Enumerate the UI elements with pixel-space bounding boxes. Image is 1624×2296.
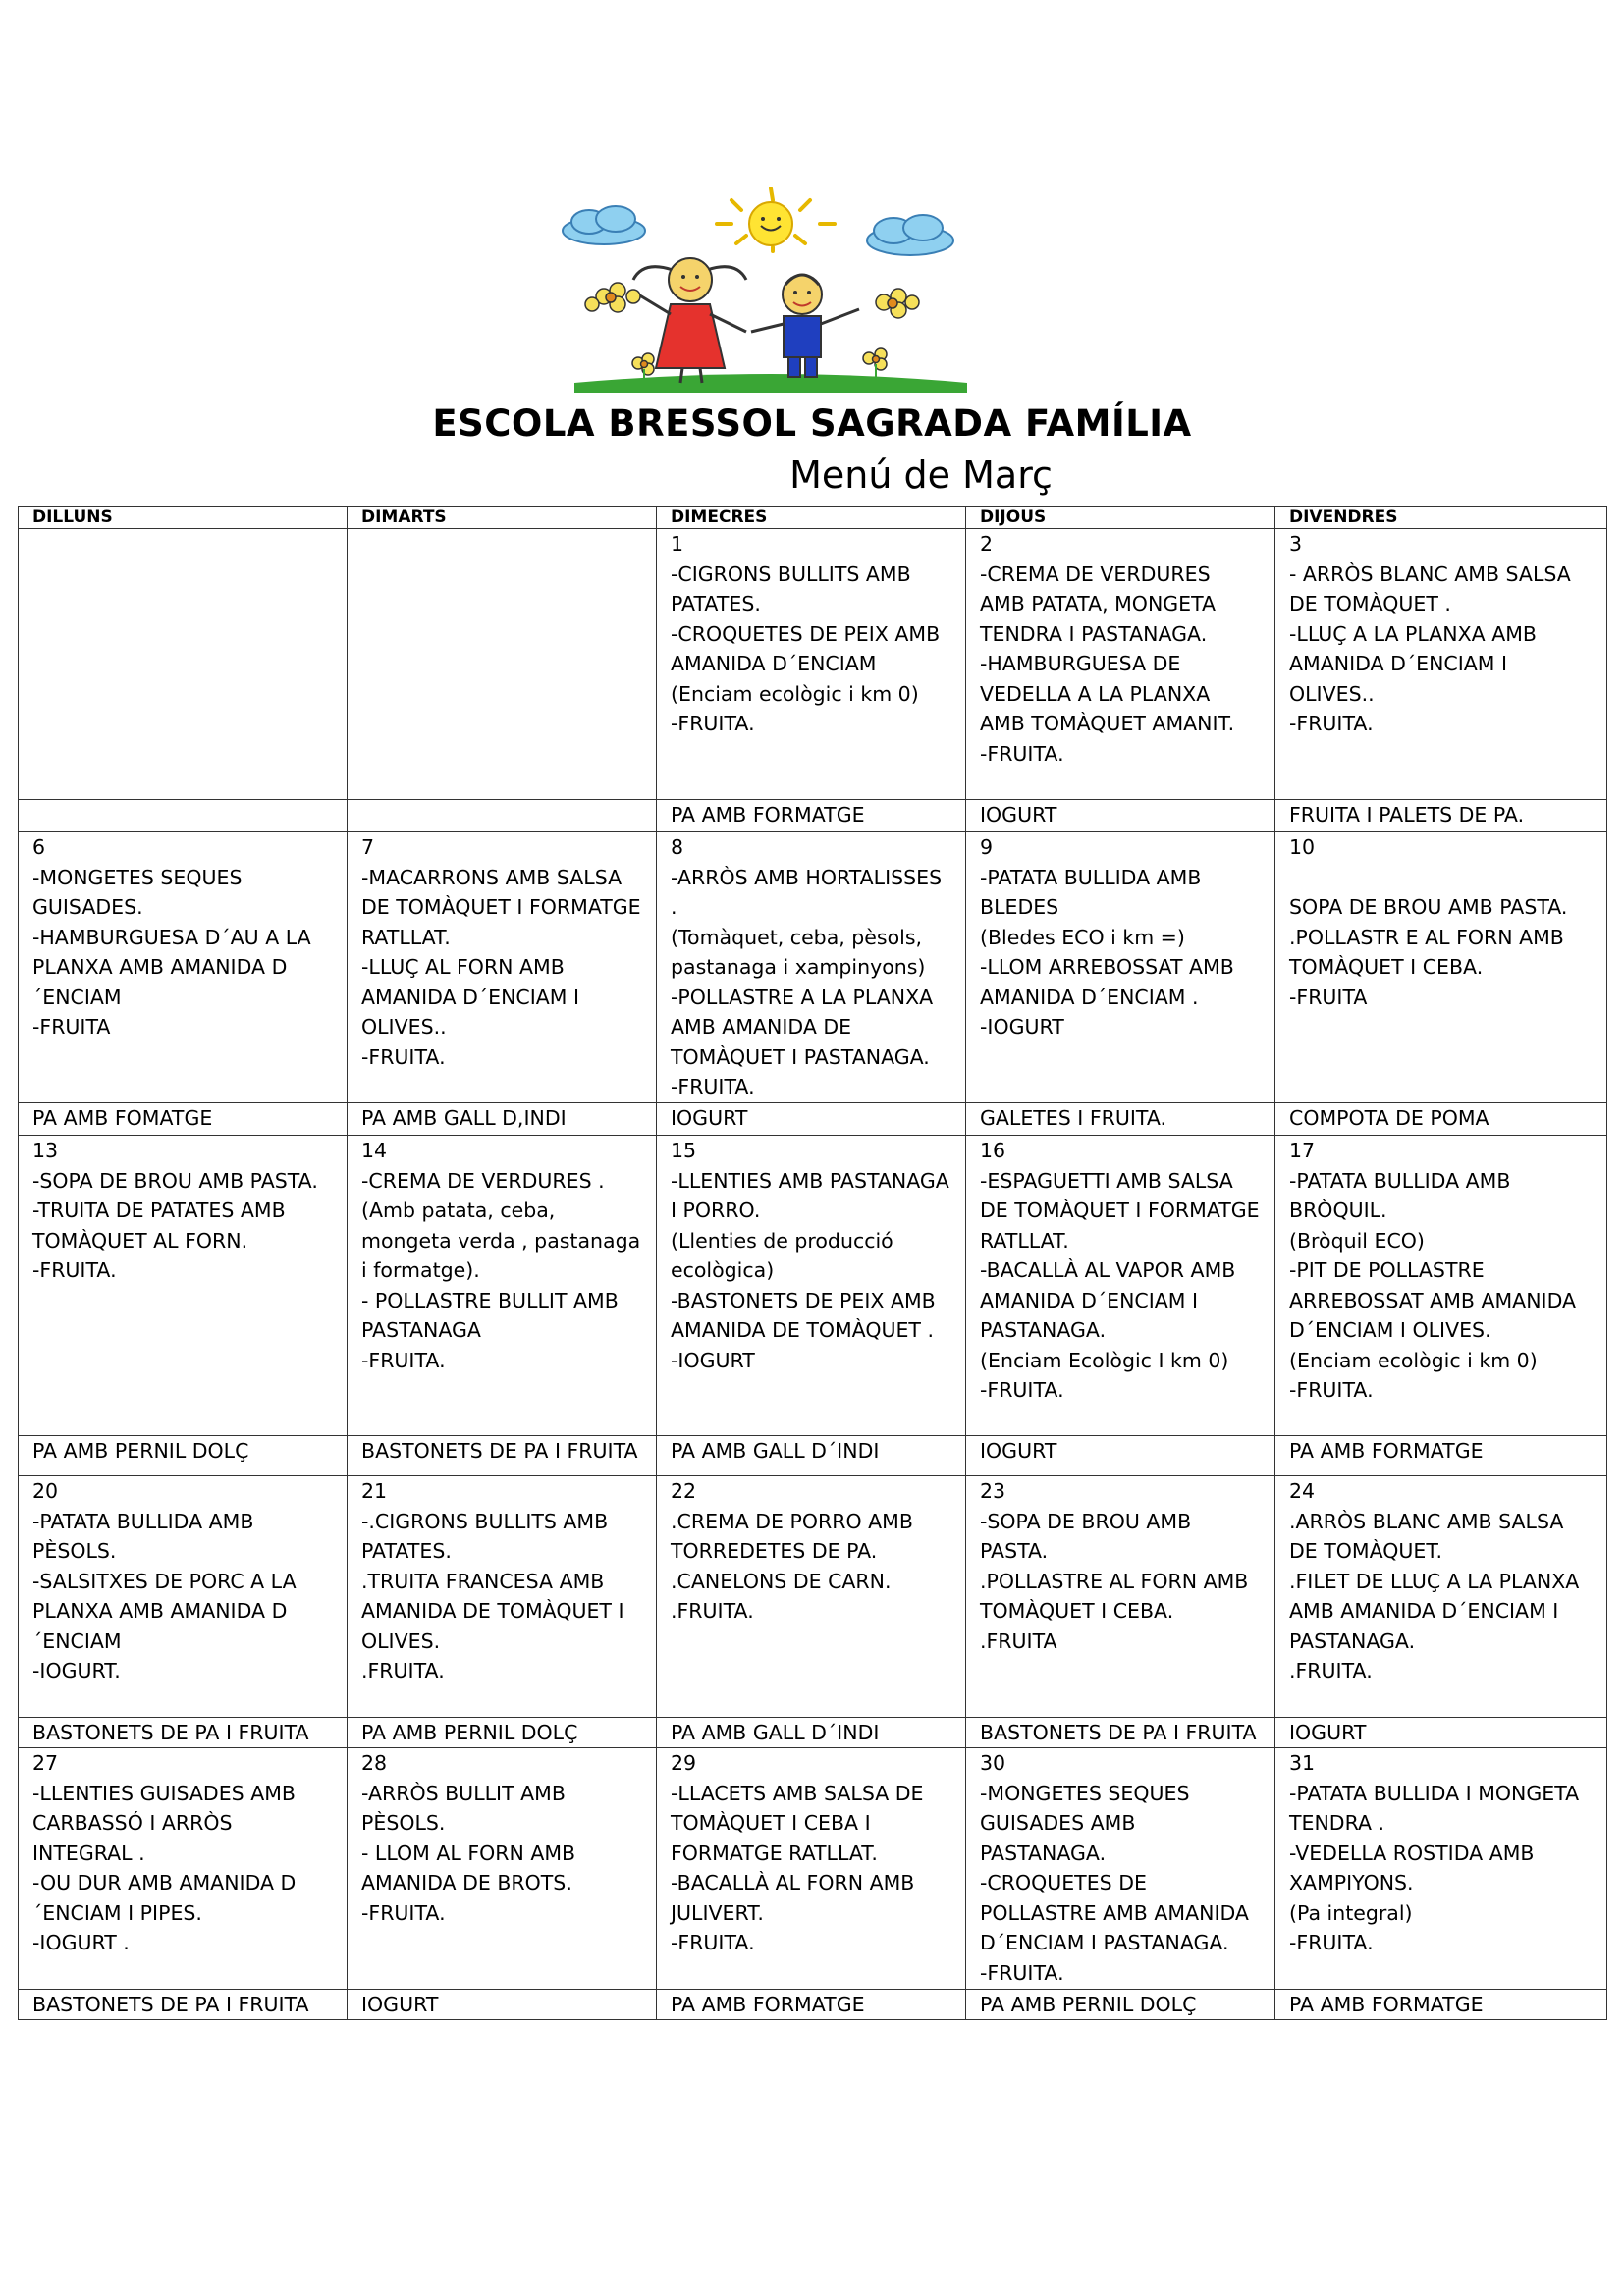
meal-cell: 24 .ARRÒS BLANC AMB SALSA DE TOMÀQUET. .FILET DE LLUÇ A LA PLANXA AMB AMANIDA D´ENCIAM I PASTANAGA. .FRUITA. (1275, 1476, 1607, 1718)
meal-cell: 1 -CIGRONS BULLITS AMB PATATES. -CROQUETES DE PEIX AMB AMANIDA D´ENCIAM (Enciam ecològic i km 0) -FRUITA. (657, 529, 966, 800)
meal-cell: 30 -MONGETES SEQUES GUISADES AMB PASTANAGA. -CROQUETES DE POLLASTRE AMB AMANIDA D´ENCIAM I PASTANAGA. -FRUITA. (966, 1748, 1275, 1990)
snack-cell: IOGURT (1275, 1718, 1607, 1748)
snack-cell: BASTONETS DE PA I FRUITA (19, 1990, 348, 2020)
meal-cell: 3 - ARRÒS BLANC AMB SALSA DE TOMÀQUET . -LLUÇ A LA PLANXA AMB AMANIDA D´ENCIAM I OLIVES.. -FRUITA. (1275, 529, 1607, 800)
week-5-meals-row (19, 1748, 1607, 1990)
meal-cell: 2 -CREMA DE VERDURES AMB PATATA, MONGETA TENDRA I PASTANAGA. -HAMBURGUESA DE VEDELLA A LA PLANXA AMB TOMÀQUET AMANIT. -FRUITA. (966, 529, 1275, 800)
week-4-snack-row (19, 1718, 1607, 1748)
snack-cell: COMPOTA DE POMA (1275, 1103, 1607, 1136)
meal-cell: 27 -LLENTIES GUISADES AMB CARBASSÓ I ARRÒS INTEGRAL . -OU DUR AMB AMANIDA D ´ENCIAM I PIPES. -IOGURT . (19, 1748, 348, 1990)
snack-cell: BASTONETS DE PA I FRUITA (19, 1718, 348, 1748)
meal-cell: 14 -CREMA DE VERDURES . (Amb patata, ceba, mongeta verda , pastanaga i formatge). - POLLASTRE BULLIT AMB PASTANAGA -FRUITA. (348, 1136, 657, 1436)
meal-cell: 22 .CREMA DE PORRO AMB TORREDETES DE PA. .CANELONS DE CARN. .FRUITA. (657, 1476, 966, 1718)
snack-cell: BASTONETS DE PA I FRUITA (348, 1436, 657, 1476)
meal-cell: 15 -LLENTIES AMB PASTANAGA I PORRO. (Llenties de producció ecològica) -BASTONETS DE PEIX AMB AMANIDA DE TOMÀQUET . -IOGURT (657, 1136, 966, 1436)
snack-cell: PA AMB GALL D´INDI (657, 1436, 966, 1476)
meal-cell: 29 -LLACETS AMB SALSA DE TOMÀQUET I CEBA I FORMATGE RATLLAT. -BACALLÀ AL FORN AMB JULIVERT. -FRUITA. (657, 1748, 966, 1990)
snack-cell: IOGURT (348, 1990, 657, 2020)
snack-cell: PA AMB GALL D,INDI (348, 1103, 657, 1136)
snack-cell: PA AMB PERNIL DOLÇ (348, 1718, 657, 1748)
snack-cell: BASTONETS DE PA I FRUITA (966, 1718, 1275, 1748)
cloud-left (563, 206, 645, 244)
week-1-meals-row (19, 529, 1607, 800)
snack-cell (348, 800, 657, 832)
menu-title: Menú de Març (789, 454, 1053, 497)
meal-cell (19, 529, 348, 800)
school-logo-illustration (545, 187, 997, 398)
flower-right (876, 289, 919, 318)
meal-cell: 8 -ARRÒS AMB HORTALISSES . (Tomàquet, ceba, pèsols, pastanaga i xampinyons) -POLLASTRE A LA PLANXA AMB AMANIDA DE TOMÀQUET I PASTANAGA. -FRUITA. (657, 832, 966, 1103)
week-2-snack-row (19, 1103, 1607, 1136)
week-3-meals-row (19, 1136, 1607, 1436)
meal-cell: 6 -MONGETES SEQUES GUISADES. -HAMBURGUESA D´AU A LA PLANXA AMB AMANIDA D ´ENCIAM -FRUITA (19, 832, 348, 1103)
snack-cell: PA AMB PERNIL DOLÇ (19, 1436, 348, 1476)
week-5-snack-row (19, 1990, 1607, 2020)
week-1-snack-row (19, 800, 1607, 832)
day-header: DILLUNS (19, 507, 348, 529)
week-2-meals-row (19, 832, 1607, 1103)
day-header-row (19, 507, 1607, 529)
snack-cell: PA AMB FOMATGE (19, 1103, 348, 1136)
day-header: DIJOUS (966, 507, 1275, 529)
snack-cell: PA AMB PERNIL DOLÇ (966, 1990, 1275, 2020)
meal-cell: 20 -PATATA BULLIDA AMB PÈSOLS. -SALSITXES DE PORC A LA PLANXA AMB AMANIDA D ´ENCIAM -IOGURT. (19, 1476, 348, 1718)
cloud-right (867, 215, 953, 255)
snack-cell (19, 800, 348, 832)
snack-cell: GALETES I FRUITA. (966, 1103, 1275, 1136)
meal-cell: 10 SOPA DE BROU AMB PASTA. .POLLASTR E AL FORN AMB TOMÀQUET I CEBA. -FRUITA (1275, 832, 1607, 1103)
week-3-snack-row (19, 1436, 1607, 1476)
meal-cell: 7 -MACARRONS AMB SALSA DE TOMÀQUET I FORMATGE RATLLAT. -LLUÇ AL FORN AMB AMANIDA D´ENCIAM I OLIVES.. -FRUITA. (348, 832, 657, 1103)
meal-cell: 17 -PATATA BULLIDA AMB BRÒQUIL. (Bròquil ECO) -PIT DE POLLASTRE ARREBOSSAT AMB AMANIDA D´ENCIAM I OLIVES. (Enciam ecològic i km 0) -FRUITA. (1275, 1136, 1607, 1436)
snack-cell: IOGURT (966, 800, 1275, 832)
snack-cell: PA AMB FORMATGE (1275, 1436, 1607, 1476)
day-header: DIMARTS (348, 507, 657, 529)
snack-cell: PA AMB GALL D´INDI (657, 1718, 966, 1748)
meal-cell (348, 529, 657, 800)
snack-cell: FRUITA I PALETS DE PA. (1275, 800, 1607, 832)
snack-cell: PA AMB FORMATGE (657, 1990, 966, 2020)
day-header: DIMECRES (657, 507, 966, 529)
meal-cell: 31 -PATATA BULLIDA I MONGETA TENDRA . -VEDELLA ROSTIDA AMB XAMPIYONS. (Pa integral) -FRUITA. (1275, 1748, 1607, 1990)
meal-cell: 21 -.CIGRONS BULLITS AMB PATATES. .TRUITA FRANCESA AMB AMANIDA DE TOMÀQUET I OLIVES. .FRUITA. (348, 1476, 657, 1718)
meal-cell: 9 -PATATA BULLIDA AMB BLEDES (Bledes ECO i km =) -LLOM ARREBOSSAT AMB AMANIDA D´ENCIAM . -IOGURT (966, 832, 1275, 1103)
meal-cell: 16 -ESPAGUETTI AMB SALSA DE TOMÀQUET I FORMATGE RATLLAT. -BACALLÀ AL VAPOR AMB AMANIDA D´ENCIAM I PASTANAGA. (Enciam Ecològic I km 0) -FRUITA. (966, 1136, 1275, 1436)
snack-cell: IOGURT (657, 1103, 966, 1136)
snack-cell: IOGURT (966, 1436, 1275, 1476)
flower-left (585, 283, 640, 312)
monthly-menu-table (18, 506, 1607, 2020)
school-name: ESCOLA BRESSOL SAGRADA FAMÍLIA (432, 402, 1192, 445)
meal-cell: 13 -SOPA DE BROU AMB PASTA. -TRUITA DE PATATES AMB TOMÀQUET AL FORN. -FRUITA. (19, 1136, 348, 1436)
week-4-meals-row (19, 1476, 1607, 1718)
boy-figure (751, 275, 859, 377)
flower-bottom-right (863, 348, 887, 381)
day-header: DIVENDRES (1275, 507, 1607, 529)
snack-cell: PA AMB FORMATGE (1275, 1990, 1607, 2020)
meal-cell: 23 -SOPA DE BROU AMB PASTA. .POLLASTRE AL FORN AMB TOMÀQUET I CEBA. .FRUITA (966, 1476, 1275, 1718)
meal-cell: 28 -ARRÒS BULLIT AMB PÈSOLS. - LLOM AL FORN AMB AMANIDA DE BROTS. -FRUITA. (348, 1748, 657, 1990)
snack-cell: PA AMB FORMATGE (657, 800, 966, 832)
